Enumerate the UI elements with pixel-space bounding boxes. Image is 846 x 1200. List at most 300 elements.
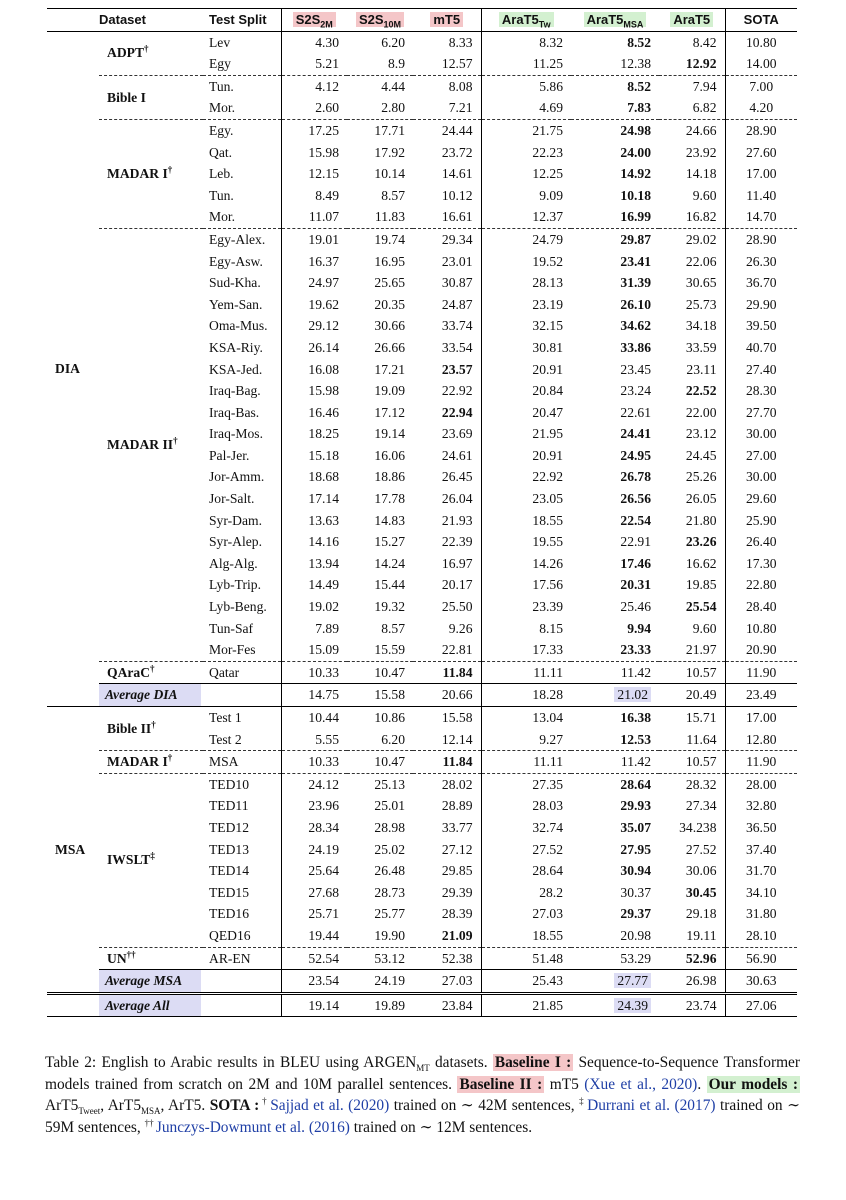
test-split-cell: Qat. <box>203 142 281 164</box>
test-split-cell: Egy-Asw. <box>203 251 281 273</box>
score-cell: 9.27 <box>539 731 563 747</box>
score-cell: 4.30 <box>315 34 339 50</box>
score-cell: 27.06 <box>725 993 797 1017</box>
score-cell: 30.66 <box>374 318 405 334</box>
test-split-cell: Mor-Fes <box>203 639 281 661</box>
table-row <box>47 31 797 53</box>
score-cell: 8.15 <box>539 620 563 636</box>
test-split-cell: Oma-Mus. <box>203 315 281 337</box>
score-cell: 28.73 <box>374 884 405 900</box>
score-cell: 14.61 <box>413 163 481 185</box>
test-split-cell: KSA-Riy. <box>203 337 281 359</box>
score-cell: 27.12 <box>413 839 481 861</box>
score-cell: 34.18 <box>659 315 725 337</box>
score-cell: 22.81 <box>413 639 481 661</box>
score-cell: 52.54 <box>281 947 347 970</box>
score-cell: 28.64 <box>532 863 563 879</box>
test-split-cell: Iraq-Bas. <box>203 402 281 424</box>
score-cell: 27.70 <box>745 404 777 420</box>
score-cell: 25.50 <box>413 596 481 618</box>
score-cell: 8.32 <box>539 34 563 50</box>
test-split-cell: QED16 <box>203 925 281 947</box>
score-cell: 23.74 <box>659 993 725 1017</box>
citation-link[interactable]: Sajjad et al. (2020) <box>270 1097 390 1114</box>
score-cell: 19.11 <box>659 925 725 947</box>
score-cell: 32.80 <box>745 798 777 814</box>
citation-link[interactable]: Durrani et al. (2017) <box>587 1097 716 1114</box>
score-cell: 29.18 <box>659 903 725 925</box>
score-cell: 53.12 <box>347 947 413 970</box>
score-cell: 8.57 <box>381 187 405 203</box>
score-cell: 14.75 <box>281 684 347 707</box>
score-cell: 17.21 <box>374 361 405 377</box>
score-cell: 9.26 <box>413 618 481 640</box>
score-cell: 51.48 <box>481 947 571 970</box>
header-s2s10m: $S2S_{10M}$ <box>347 9 413 32</box>
score-cell: 21.75 <box>481 119 571 141</box>
score-cell: 16.37 <box>308 253 339 269</box>
score-cell: 8.08 <box>413 75 481 97</box>
score-cell: 5.55 <box>315 731 339 747</box>
test-split-cell: TED16 <box>203 903 281 925</box>
score-cell: 37.40 <box>745 841 777 857</box>
score-cell: 24.79 <box>481 228 571 250</box>
score-cell: 21.93 <box>413 510 481 532</box>
score-cell: 39.50 <box>745 318 777 334</box>
score-cell: 7.00 <box>725 75 797 97</box>
score-cell: 17.33 <box>532 642 563 658</box>
score-cell: 8.57 <box>381 620 405 636</box>
score-cell: 17.00 <box>725 707 797 729</box>
dataset-name: MADAR II† <box>99 228 203 661</box>
score-cell: 27.95 <box>620 841 651 857</box>
test-split-cell: Egy. <box>203 119 281 141</box>
score-cell: 31.70 <box>745 863 777 879</box>
score-cell: 14.24 <box>374 555 405 571</box>
score-cell: 29.02 <box>659 228 725 250</box>
score-cell: 24.44 <box>413 119 481 141</box>
score-cell: 4.69 <box>539 100 563 116</box>
score-cell: 10.86 <box>347 707 413 729</box>
score-cell: 19.01 <box>281 228 347 250</box>
score-cell: 34.238 <box>659 817 725 839</box>
score-cell: 23.33 <box>620 642 651 658</box>
header-arat5tw: $AraT5_{Tw}$ <box>481 9 571 32</box>
score-cell: 30.87 <box>413 272 481 294</box>
score-cell: 14.26 <box>532 555 563 571</box>
score-cell: 14.92 <box>620 166 651 182</box>
score-cell: 19.14 <box>374 426 405 442</box>
score-cell: 16.08 <box>308 361 339 377</box>
score-cell: 14.49 <box>308 577 339 593</box>
score-cell: 25.46 <box>620 599 651 615</box>
score-cell: 52.96 <box>659 947 725 970</box>
score-cell: 23.41 <box>620 253 651 269</box>
test-split-cell: Syr-Dam. <box>203 510 281 532</box>
test-split-cell: Jor-Salt. <box>203 488 281 510</box>
score-cell: 30.00 <box>745 426 777 442</box>
test-split-cell: Iraq-Mos. <box>203 423 281 445</box>
score-cell: 11.90 <box>725 751 797 774</box>
group-label: MSA <box>47 707 99 994</box>
dataset-name: UN†† <box>99 947 203 970</box>
score-cell: 9.60 <box>659 185 725 207</box>
score-cell: 21.97 <box>659 639 725 661</box>
score-cell: 22.92 <box>413 380 481 402</box>
test-split-cell: Lyb-Beng. <box>203 596 281 618</box>
citation-link[interactable]: Junczys-Dowmunt et al. (2016) <box>155 1118 350 1136</box>
score-cell: 29.12 <box>308 318 339 334</box>
header-row <box>47 9 797 32</box>
score-cell: 9.60 <box>659 618 725 640</box>
score-cell: 17.00 <box>745 166 777 182</box>
score-cell: 23.69 <box>413 423 481 445</box>
test-split-cell: KSA-Jed. <box>203 359 281 381</box>
score-cell: 24.98 <box>571 119 659 141</box>
test-split-cell: Mor. <box>203 97 281 119</box>
score-cell: 27.52 <box>659 839 725 861</box>
test-split-cell: Lev <box>203 31 281 53</box>
score-cell: 26.56 <box>620 491 651 507</box>
score-cell: 20.31 <box>620 577 651 593</box>
score-cell: 23.92 <box>659 142 725 164</box>
score-cell: 22.23 <box>532 144 563 160</box>
score-cell: 19.55 <box>532 534 563 550</box>
score-cell: 20.91 <box>532 361 563 377</box>
score-cell: 30.00 <box>745 469 777 485</box>
score-cell: 33.54 <box>413 337 481 359</box>
score-cell: 25.02 <box>374 841 405 857</box>
test-split-cell: Qatar <box>203 661 281 684</box>
score-cell: 23.45 <box>620 361 651 377</box>
score-cell: 7.83 <box>627 100 651 116</box>
score-cell: 19.32 <box>374 599 405 615</box>
score-cell: 10.12 <box>413 185 481 207</box>
score-cell: 28.90 <box>725 228 797 250</box>
score-cell: 7.94 <box>659 75 725 97</box>
score-cell: 24.66 <box>659 119 725 141</box>
dataset-name: Bible II† <box>99 707 203 751</box>
score-cell: 8.9 <box>388 56 405 72</box>
score-cell: 29.60 <box>745 491 777 507</box>
citation-link[interactable]: (Xue et al., 2020) <box>584 1075 698 1093</box>
score-cell: 14.00 <box>745 56 777 72</box>
score-cell: 22.61 <box>620 404 651 420</box>
score-cell: 26.78 <box>620 469 651 485</box>
score-cell: 17.78 <box>374 491 405 507</box>
score-cell: 17.30 <box>745 555 777 571</box>
score-cell: 28.34 <box>308 819 339 835</box>
table-row <box>47 228 797 250</box>
score-cell: 22.39 <box>413 531 481 553</box>
score-cell: 10.47 <box>347 661 413 684</box>
dataset-name: ADPT† <box>107 43 149 61</box>
score-cell: 16.99 <box>620 209 651 225</box>
score-cell: 30.37 <box>620 884 651 900</box>
score-cell: 28.13 <box>532 275 563 291</box>
score-cell: 24.19 <box>308 841 339 857</box>
score-cell: 27.03 <box>413 970 481 994</box>
score-cell: 30.94 <box>620 863 651 879</box>
score-cell: 12.15 <box>308 166 339 182</box>
score-cell: 20.91 <box>532 447 563 463</box>
score-cell: 19.74 <box>347 228 413 250</box>
score-cell: 19.02 <box>308 599 339 615</box>
score-cell: 26.48 <box>374 863 405 879</box>
score-cell: 2.60 <box>315 100 339 116</box>
score-cell: 20.49 <box>659 684 725 707</box>
test-split-cell: Tun-Saf <box>203 618 281 640</box>
score-cell: 18.68 <box>308 469 339 485</box>
table-row <box>47 119 797 141</box>
score-cell: 33.86 <box>620 339 651 355</box>
score-cell: 12.38 <box>620 56 651 72</box>
test-split-cell: AR-EN <box>203 947 281 970</box>
score-cell: 36.70 <box>745 275 777 291</box>
dataset-name: MADAR I† <box>99 119 203 228</box>
score-cell: 7.21 <box>413 97 481 119</box>
score-cell: 10.14 <box>374 166 405 182</box>
score-cell: 26.45 <box>413 466 481 488</box>
score-cell: 24.00 <box>620 144 651 160</box>
header-dataset: Dataset <box>99 9 203 32</box>
score-cell: 15.18 <box>308 447 339 463</box>
score-cell: 11.64 <box>659 729 725 751</box>
score-cell: 30.81 <box>532 339 563 355</box>
score-cell: 28.30 <box>745 383 777 399</box>
score-cell: 29.87 <box>571 228 659 250</box>
score-cell: 19.52 <box>532 253 563 269</box>
header-test-split: Test Split <box>203 9 281 32</box>
score-cell: 28.32 <box>659 773 725 795</box>
score-cell: 17.71 <box>347 119 413 141</box>
score-cell: 15.98 <box>308 144 339 160</box>
test-split-cell: TED14 <box>203 860 281 882</box>
score-cell: 31.80 <box>745 906 777 922</box>
score-cell: 25.26 <box>659 466 725 488</box>
score-cell: 28.02 <box>413 773 481 795</box>
score-cell: 24.19 <box>347 970 413 994</box>
score-cell: 23.26 <box>659 531 725 553</box>
score-cell: 28.64 <box>571 773 659 795</box>
score-cell: 28.98 <box>374 819 405 835</box>
score-cell: 6.20 <box>381 731 405 747</box>
test-split-cell: Sud-Kha. <box>203 272 281 294</box>
score-cell: 21.85 <box>481 993 571 1017</box>
score-cell: 28.10 <box>745 927 777 943</box>
test-split-cell: Test 2 <box>203 729 281 751</box>
score-cell: 23.11 <box>659 359 725 381</box>
score-cell: 10.57 <box>659 751 725 774</box>
test-split-cell: Tun. <box>203 185 281 207</box>
dataset-name: MADAR I† <box>99 751 203 774</box>
score-cell: 20.66 <box>413 684 481 707</box>
score-cell: 28.39 <box>413 903 481 925</box>
score-cell: 25.43 <box>481 970 571 994</box>
score-cell: 22.94 <box>413 402 481 424</box>
score-cell: 53.29 <box>571 947 659 970</box>
score-cell: 23.24 <box>620 383 651 399</box>
score-cell: 33.59 <box>659 337 725 359</box>
score-cell: 17.46 <box>620 555 651 571</box>
score-cell: 32.74 <box>532 819 563 835</box>
header-sota: SOTA <box>725 9 797 32</box>
score-cell: 23.96 <box>308 798 339 814</box>
table-row <box>47 75 797 97</box>
score-cell: 8.49 <box>315 187 339 203</box>
score-cell: 24.95 <box>620 447 651 463</box>
score-cell: 17.12 <box>374 404 405 420</box>
table-row <box>47 661 797 684</box>
score-cell: 5.86 <box>481 75 571 97</box>
score-cell: 22.54 <box>620 512 651 528</box>
average-row <box>47 684 797 707</box>
score-cell: 10.33 <box>281 661 347 684</box>
score-cell: 11.90 <box>725 661 797 684</box>
score-cell: 15.27 <box>374 534 405 550</box>
score-cell: 8.42 <box>659 31 725 53</box>
score-cell: 16.82 <box>659 206 725 228</box>
score-cell: 10.18 <box>620 187 651 203</box>
score-cell: 10.47 <box>347 751 413 774</box>
score-cell: 20.98 <box>620 927 651 943</box>
score-cell: 17.14 <box>308 491 339 507</box>
score-cell: 30.45 <box>659 882 725 904</box>
score-cell: 30.65 <box>659 272 725 294</box>
score-cell: 27.68 <box>308 884 339 900</box>
table-caption: Table 2: English to Arabic results in BLEU using $ARGEN_{MT}$ datasets. Baseline I : Sequence-to-Sequence Transformer models trained from scratch on 2M and 10M parallel sentences. Baseline II : mT5 (Xue et al., 2020). Our models : $ArT5_{Tweet}$, $ArT5_{MSA}$, ArT5. SOTA : † Sajjad et al. (2020) trained on ∼ 42M sentences, ‡ Durrani et al. (2017) trained on ∼ 59M sentences, †† Junczys-Dowmunt et al. (2016) trained on ∼ 12M sentences. <box>45 1054 800 1136</box>
score-cell: 21.95 <box>532 426 563 442</box>
dataset-name: Bible I <box>99 75 203 119</box>
score-cell: 8.52 <box>571 75 659 97</box>
score-cell: 30.06 <box>659 860 725 882</box>
score-cell: 17.56 <box>532 577 563 593</box>
score-cell: 24.45 <box>659 445 725 467</box>
score-cell: 20.84 <box>532 383 563 399</box>
score-cell: 22.00 <box>659 402 725 424</box>
average-label: Average DIA <box>99 684 203 707</box>
test-split-cell <box>203 970 281 994</box>
score-cell: 52.38 <box>413 947 481 970</box>
score-cell: 11.07 <box>308 209 339 225</box>
score-cell: 24.41 <box>620 426 651 442</box>
test-split-cell: TED15 <box>203 882 281 904</box>
average-row <box>47 993 797 1017</box>
results-table-container <box>47 8 797 1017</box>
score-cell: 7.89 <box>315 620 339 636</box>
results-table <box>47 8 797 1017</box>
score-cell: 29.37 <box>620 906 651 922</box>
score-cell: 11.40 <box>746 187 777 203</box>
score-cell: 21.02 <box>571 684 659 707</box>
score-cell: 28.2 <box>539 884 563 900</box>
score-cell: 19.90 <box>374 927 405 943</box>
score-cell: 9.94 <box>627 620 651 636</box>
score-cell: 27.00 <box>745 447 777 463</box>
score-cell: 4.44 <box>347 75 413 97</box>
score-cell: 20.90 <box>745 642 777 658</box>
score-cell: 6.82 <box>659 97 725 119</box>
test-split-cell: Pal-Jer. <box>203 445 281 467</box>
score-cell: 11.25 <box>532 56 563 72</box>
score-cell: 23.19 <box>532 296 563 312</box>
score-cell: 20.47 <box>532 404 563 420</box>
score-cell: 30.63 <box>725 970 797 994</box>
score-cell: 13.94 <box>308 555 339 571</box>
score-cell: 23.01 <box>413 251 481 273</box>
score-cell: 27.40 <box>745 361 777 377</box>
test-split-cell: Egy-Alex. <box>203 228 281 250</box>
score-cell: 19.44 <box>308 927 339 943</box>
test-split-cell: Alg-Alg. <box>203 553 281 575</box>
group-label: DIA <box>55 361 80 376</box>
score-cell: 23.39 <box>532 599 563 615</box>
score-cell: 14.70 <box>745 209 777 225</box>
score-cell: 23.72 <box>413 142 481 164</box>
table-row <box>47 773 797 795</box>
score-cell: 13.04 <box>481 707 571 729</box>
score-cell: 26.66 <box>374 339 405 355</box>
score-cell: 5.21 <box>315 56 339 72</box>
score-cell: 14.83 <box>374 512 405 528</box>
score-cell: 10.33 <box>281 751 347 774</box>
score-cell: 24.97 <box>308 275 339 291</box>
test-split-cell: Jor-Amm. <box>203 466 281 488</box>
score-cell: 29.39 <box>413 882 481 904</box>
score-cell: 14.16 <box>308 534 339 550</box>
score-cell: 19.14 <box>281 993 347 1017</box>
score-cell: 11.11 <box>481 751 571 774</box>
score-cell: 25.77 <box>374 906 405 922</box>
score-cell: 23.54 <box>281 970 347 994</box>
score-cell: 26.14 <box>308 339 339 355</box>
score-cell: 31.39 <box>620 275 651 291</box>
table-row <box>47 707 797 729</box>
score-cell: 10.44 <box>281 707 347 729</box>
score-cell: 18.86 <box>374 469 405 485</box>
score-cell: 11.42 <box>571 751 659 774</box>
score-cell: 27.60 <box>745 144 777 160</box>
score-cell: 24.12 <box>281 773 347 795</box>
test-split-cell: TED13 <box>203 839 281 861</box>
score-cell: 29.90 <box>745 296 777 312</box>
score-cell: 36.50 <box>745 819 777 835</box>
score-cell: 16.95 <box>374 253 405 269</box>
test-split-cell: MSA <box>203 751 281 774</box>
score-cell: 10.80 <box>745 34 777 50</box>
score-cell: 15.09 <box>308 642 339 658</box>
score-cell: 19.09 <box>374 383 405 399</box>
test-split-cell: TED10 <box>203 773 281 795</box>
score-cell: 20.35 <box>374 296 405 312</box>
average-label: Average All <box>99 993 203 1017</box>
score-cell: 27.77 <box>571 970 659 994</box>
table-row <box>47 751 797 774</box>
score-cell: 22.80 <box>745 577 777 593</box>
score-cell: 11.11 <box>481 661 571 684</box>
score-cell: 22.92 <box>532 469 563 485</box>
score-cell: 20.17 <box>413 574 481 596</box>
average-label: Average MSA <box>99 970 203 994</box>
score-cell: 35.07 <box>620 819 651 835</box>
score-cell: 8.33 <box>413 31 481 53</box>
test-split-cell: Egy <box>203 53 281 75</box>
score-cell: 9.09 <box>539 187 563 203</box>
score-cell: 18.55 <box>532 927 563 943</box>
score-cell: 19.62 <box>308 296 339 312</box>
score-cell: 26.40 <box>745 534 777 550</box>
score-cell: 25.01 <box>374 798 405 814</box>
